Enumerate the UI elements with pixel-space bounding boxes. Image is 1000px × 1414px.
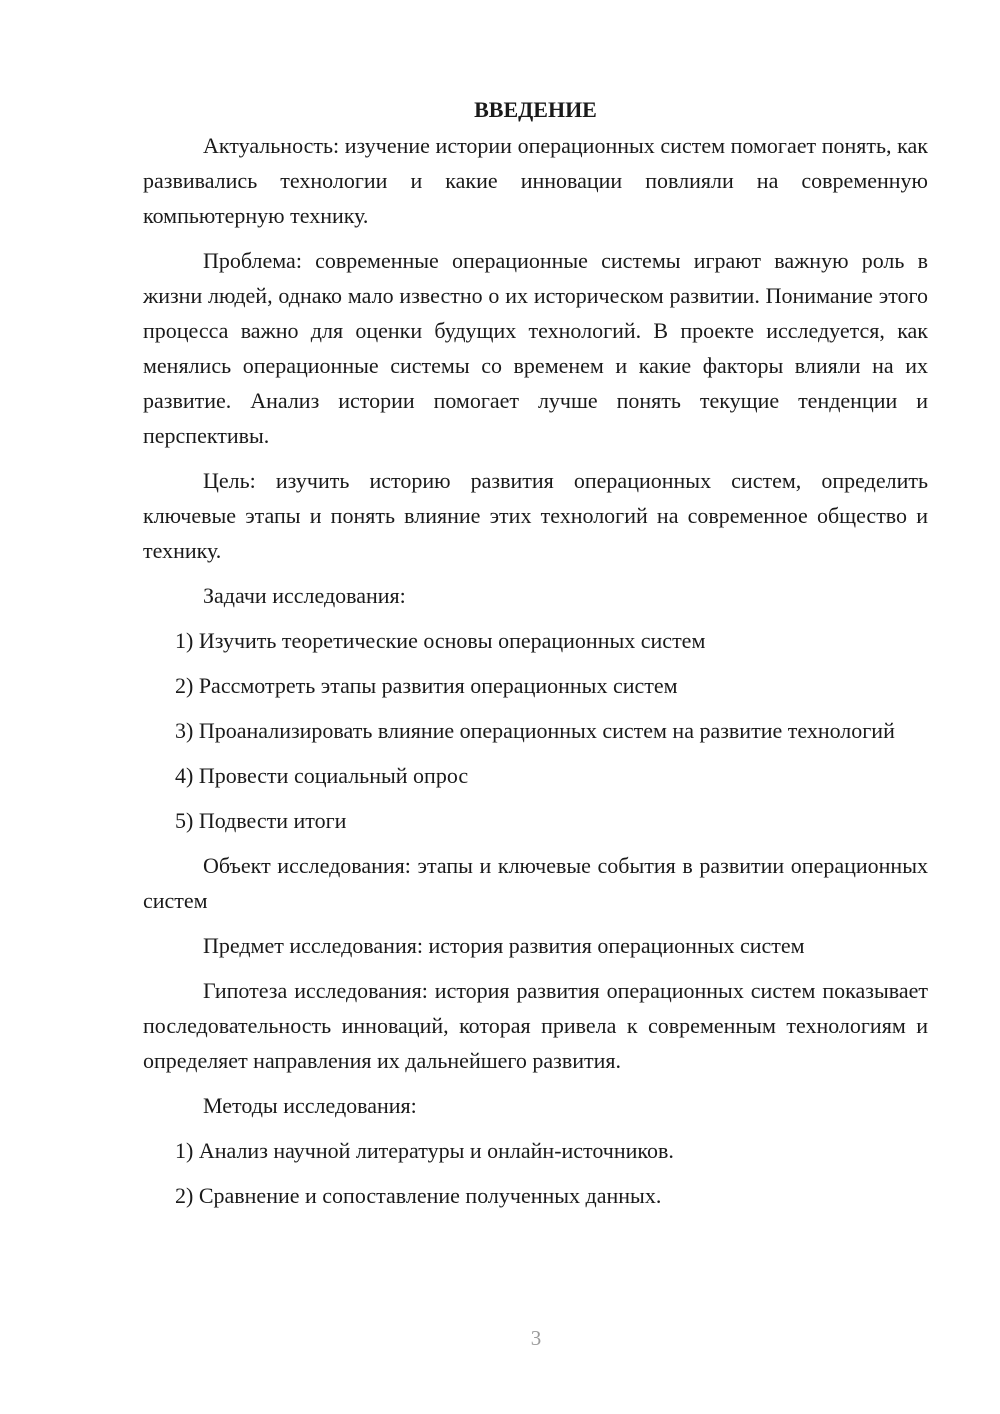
task-item: 3) Проанализировать влияние операционных систем на развитие технологий (175, 718, 895, 743)
methods-heading: Методы исследования: (203, 1093, 417, 1118)
task-item: 1) Изучить теоретические основы операционных систем (175, 628, 706, 653)
task-item: 2) Рассмотреть этапы развития операционных систем (175, 673, 678, 698)
method-item: 1) Анализ научной литературы и онлайн-источников. (175, 1138, 674, 1163)
section-title: ВВЕДЕНИЕ (474, 97, 597, 122)
subject-paragraph: Предмет исследования: история развития операционных систем (203, 933, 805, 958)
problem-paragraph: Проблема: современные операционные системы играют важную роль в жизни людей, однако мало известно о их историческом развитии. Понимание этого процесса важно для оценки будущих технологий. В проекте исследуется, как менялись операционные системы со временем и какие факторы влияли на их развитие. Анализ истории помогает лучше понять текущие тенденции и перспективы. (143, 248, 928, 448)
document-page (143, 92, 928, 1223)
task-item: 4) Провести социальный опрос (175, 763, 469, 788)
page-number: 3 (530, 1326, 542, 1350)
task-item: 5) Подвести итоги (175, 808, 347, 833)
object-paragraph: Объект исследования: этапы и ключевые события в развитии операционных систем (143, 853, 928, 913)
relevance-paragraph: Актуальность: изучение истории операционных систем помогает понять, как развивались технологии и какие инновации повлияли на современную компьютерную технику. (143, 133, 928, 228)
tasks-heading: Задачи исследования: (203, 583, 406, 608)
hypothesis-paragraph: Гипотеза исследования: история развития операционных систем показывает последовательность инноваций, которая привела к современным технологиям и определяет направления их дальнейшего развития. (143, 978, 928, 1073)
goal-paragraph: Цель: изучить историю развития операционных систем, определить ключевые этапы и понять влияние этих технологий на современное общество и технику. (143, 468, 928, 563)
method-item: 2) Сравнение и сопоставление полученных данных. (175, 1183, 662, 1208)
